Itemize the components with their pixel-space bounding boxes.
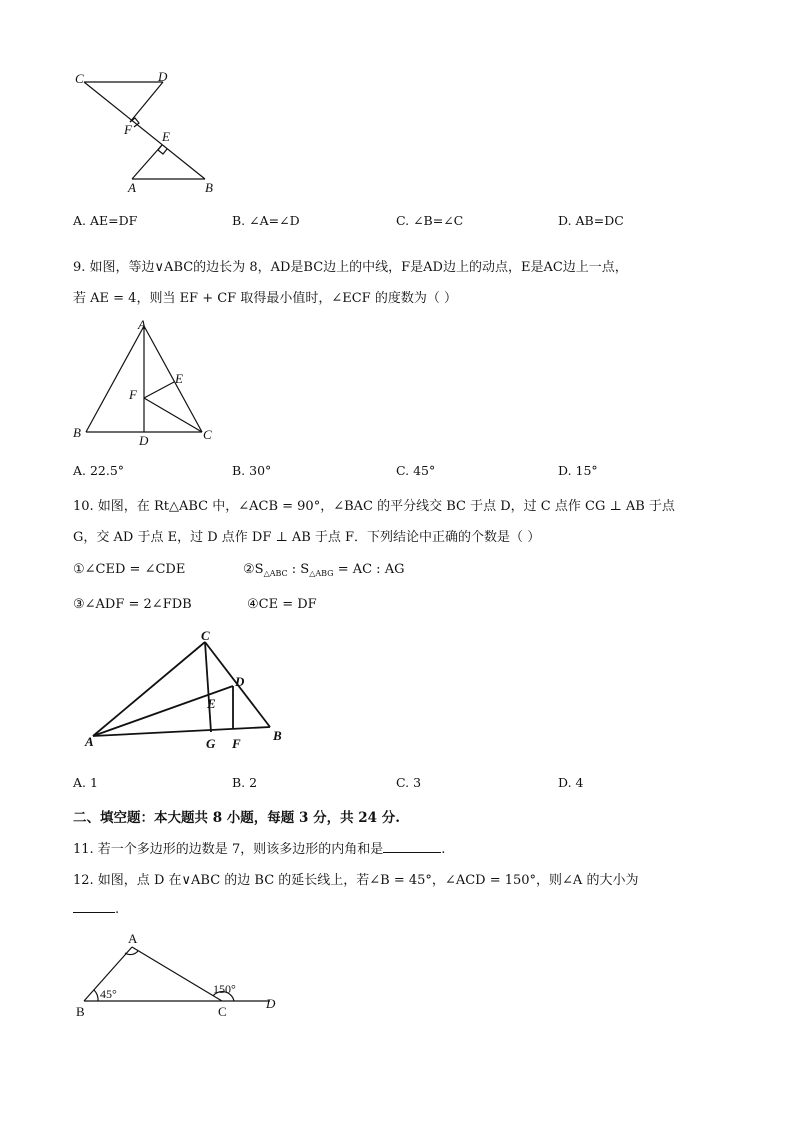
q12-line1: 12. 如图，点 D 在∨ABC 的边 BC 的延长线上，若∠B = 45°，∠ACD = 150°，则∠A 的大小为 bbox=[73, 873, 639, 888]
q8-option-a: A. AE=DF bbox=[73, 213, 138, 228]
q9-option-c: C. 45° bbox=[396, 463, 436, 478]
section-heading: 二、填空题：本大题共 8 小题，每题 3 分，共 24 分. bbox=[73, 810, 400, 826]
fig8-label-b: B bbox=[205, 180, 213, 195]
figure-q9 bbox=[70, 318, 230, 448]
fig9-label-f: F bbox=[129, 387, 137, 402]
fig8-label-f: F bbox=[124, 122, 132, 137]
fig9-label-c: C bbox=[203, 427, 212, 442]
q10-s2-sub1: △ABC bbox=[263, 569, 288, 578]
q8-option-c: C. ∠B=∠C bbox=[396, 213, 464, 228]
q11-end: . bbox=[441, 842, 446, 857]
q10-s2-mid: : S bbox=[287, 562, 310, 577]
fig10-label-f: F bbox=[232, 736, 241, 751]
fig10-label-a: A bbox=[85, 734, 94, 749]
fig12-label-150: 150° bbox=[213, 982, 236, 996]
fig9-label-d: D bbox=[139, 433, 149, 448]
q9-option-b: B. 30° bbox=[232, 463, 272, 478]
fig10-label-b: B bbox=[273, 728, 282, 743]
q12-line2 bbox=[73, 900, 119, 917]
q10-statement-1: ①∠CED = ∠CDE bbox=[73, 562, 186, 577]
q9-line2: 若 AE = 4，则当 EF + CF 取得最小值时，∠ECF 的度数为（ ） bbox=[73, 291, 457, 306]
q9-option-d: D. 15° bbox=[558, 463, 598, 478]
q9-option-a: A. 22.5° bbox=[73, 463, 125, 478]
fig12-label-a: A bbox=[128, 931, 138, 946]
q10-s2-prefix: ②S bbox=[243, 562, 264, 577]
q10-statement-2 bbox=[243, 562, 404, 577]
q11-line bbox=[73, 838, 445, 857]
q12-answer-blank[interactable] bbox=[73, 900, 115, 913]
q10-option-a: A. 1 bbox=[73, 775, 98, 790]
fig10-label-d: D bbox=[235, 674, 245, 689]
q11-text: 11. 若一个多边形的边数是 7，则该多边形的内角和是 bbox=[73, 842, 384, 857]
q10-option-d: D. 4 bbox=[558, 775, 584, 790]
fig9-label-b: B bbox=[73, 425, 81, 440]
q11-answer-blank[interactable] bbox=[383, 840, 441, 853]
fig8-label-a: A bbox=[128, 180, 136, 195]
q8-option-d: D. AB=DC bbox=[558, 213, 624, 228]
q10-statement-4: ④CE = DF bbox=[247, 597, 317, 612]
figure-q10 bbox=[85, 630, 305, 760]
q8-option-b: B. ∠A=∠D bbox=[232, 213, 300, 228]
q10-option-c: C. 3 bbox=[396, 775, 422, 790]
fig12-label-c: C bbox=[218, 1004, 227, 1019]
fig10-label-e: E bbox=[207, 696, 216, 711]
fig9-label-a: A bbox=[138, 317, 146, 332]
q10-s2-suffix: = AC : AG bbox=[333, 562, 405, 577]
figure-q12 bbox=[70, 930, 290, 1020]
fig10-label-c: C bbox=[201, 628, 210, 643]
q9-line1: 9. 如图，等边∨ABC的边长为 8，AD是BC边上的中线，F是AD边上的动点，E是AC边上一点， bbox=[73, 260, 628, 275]
fig12-label-45: 45° bbox=[100, 987, 117, 1001]
q10-line1: 10. 如图，在 Rt△ABC 中，∠ACB = 90°，∠BAC 的平分线交 BC 于点 D，过 C 点作 CG ⊥ AB 于点 bbox=[73, 499, 675, 514]
fig8-label-d: D bbox=[158, 69, 168, 84]
q12-end: . bbox=[115, 902, 120, 917]
figure-q8 bbox=[70, 70, 230, 200]
q10-option-b: B. 2 bbox=[232, 775, 258, 790]
q10-statement-3: ③∠ADF = 2∠FDB bbox=[73, 597, 192, 612]
q10-s2-sub2: △ABG bbox=[309, 569, 334, 578]
fig8-label-c: C bbox=[75, 71, 84, 86]
fig10-label-g: G bbox=[206, 736, 216, 751]
fig8-label-e: E bbox=[162, 129, 170, 144]
q10-line2: G，交 AD 于点 E，过 D 点作 DF ⊥ AB 于点 F．下列结论中正确的个数是（ ） bbox=[73, 530, 541, 545]
fig9-label-e: E bbox=[175, 371, 183, 386]
fig12-label-b: B bbox=[76, 1004, 85, 1019]
fig12-label-d: D bbox=[266, 996, 276, 1011]
